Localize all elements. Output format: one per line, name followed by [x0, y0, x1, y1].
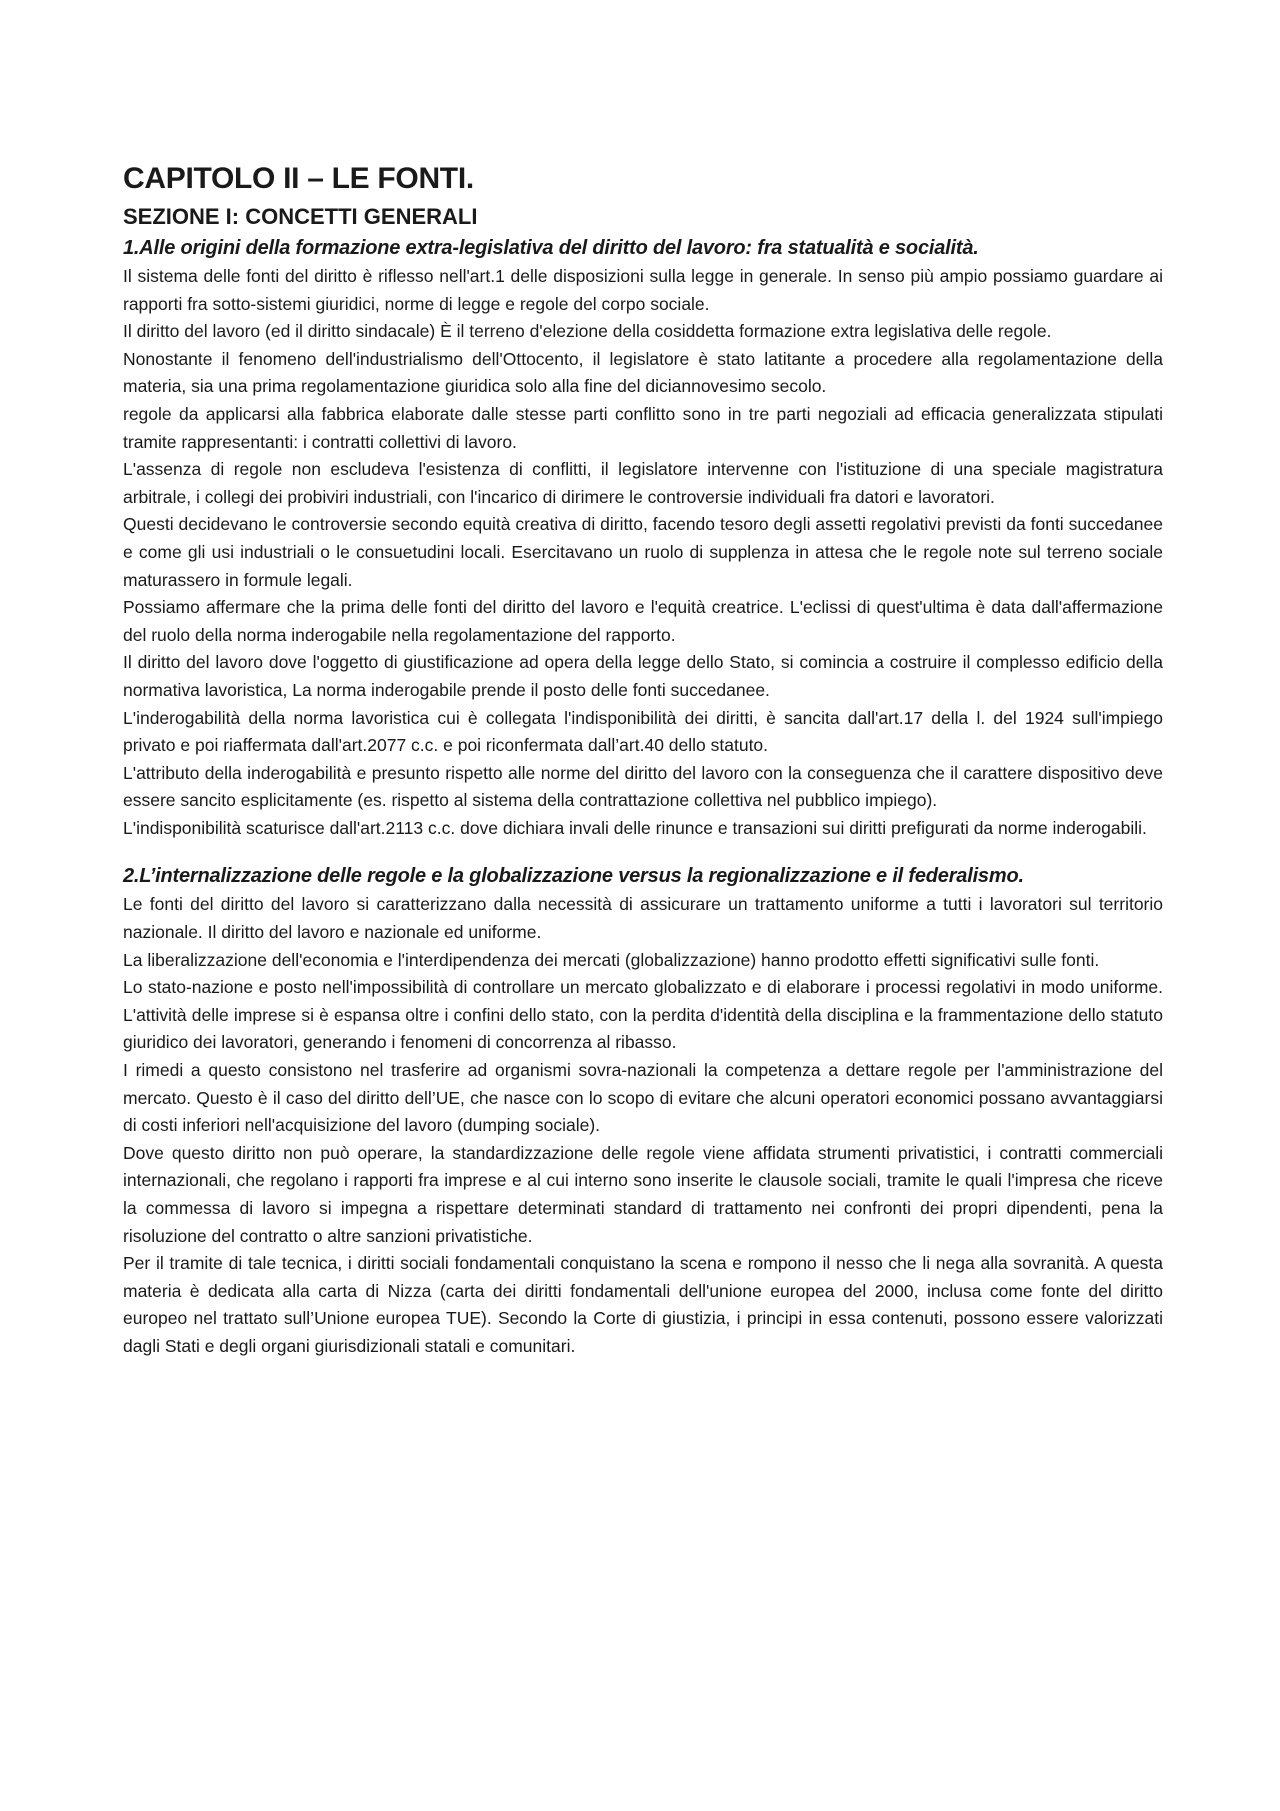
- paragraph: Lo stato-nazione e posto nell'impossibilità di controllare un mercato globalizzato e di elaborare i processi regolativi in modo uniforme. L'attività delle imprese si è espansa oltre i confini dello stato, con la perdita d'identità della disciplina e la frammentazione dello statuto giuridico dei lavoratori, generando i fenomeni di concorrenza al ribasso.: [123, 977, 1163, 1053]
- paragraph: regole da applicarsi alla fabbrica elaborate dalle stesse parti conflitto sono in tre parti negoziali ad efficacia generalizzata stipulati tramite rappresentanti: i contratti collettivi di lavoro.: [123, 403, 1163, 452]
- paragraph: La liberalizzazione dell'economia e l'interdipendenza dei mercati (globalizzazione) hanno prodotto effetti significativi sulle fonti.: [123, 949, 1100, 970]
- paragraph: I rimedi a questo consistono nel trasferire ad organismi sovra-nazionali la competenza a dettare regole per l'amministrazione del mercato. Questo è il caso del diritto dell’UE, che nasce con lo scopo di evitare che alcuni operatori economici possano avvantaggiarsi di costi inferiori nell'acquisizione del lavoro (dumping sociale).: [123, 1060, 1163, 1136]
- paragraph: L'inderogabilità della norma lavoristica cui è collegata l'indisponibilità dei diritti, è sancita dall'art.17 della l. del 1924 sull'impiego privato e poi riaffermata dall'art.2077 c.c. e poi riconfermata dall’art.40 dello statuto.: [123, 707, 1163, 756]
- paragraph: Le fonti del diritto del lavoro si caratterizzano dalla necessità di assicurare un trattamento uniforme a tutti i lavoratori sul territorio nazionale. Il diritto del lavoro e nazionale ed uniforme.: [123, 894, 1163, 943]
- subsection-1-heading: 1.Alle origini della formazione extra-legislativa del diritto del lavoro: fra statualità e socialità.: [123, 237, 979, 259]
- paragraph: Nonostante il fenomeno dell'industrialismo dell'Ottocento, il legislatore è stato latitante a procedere alla regolamentazione della materia, sia una prima regolamentazione giuridica solo alla fine del diciannovesimo secolo.: [123, 348, 1163, 397]
- document-page: [123, 160, 1163, 1361]
- subsection-2-heading: 2.L’internalizzazione delle regole e la globalizzazione versus la regionalizzazione e il federalismo.: [123, 865, 1024, 888]
- paragraph: Possiamo affermare che la prima delle fonti del diritto del lavoro e l'equità creatrice. L'eclissi di quest'ultima è data dall'affermazione del ruolo della norma inderogabile nella regolamentazione del rapporto.: [123, 597, 1163, 645]
- paragraph: L'attributo della inderogabilità e presunto rispetto alle norme del diritto del lavoro con la conseguenza che il carattere dispositivo deve essere sancito esplicitamente (es. rispetto al sistema della contrattazione collettiva nel pubblico impiego).: [123, 762, 1163, 811]
- section-title: SEZIONE I: CONCETTI GENERALI: [123, 204, 478, 229]
- paragraph: Per il tramite di tale tecnica, i diritti sociali fondamentali conquistano la scena e rompono il nesso che li nega alla sovranità. A questa materia è dedicata alla carta di Nizza (carta dei diritti fondamentali dell'unione europea del 2000, inclusa come fonte del diritto europeo nel trattato sull’Unione europea TUE). Secondo la Corte di giustizia, i principi in essa contenuti, possono essere valorizzati dagli Stati e degli organi giurisdizionali statali e comunitari.: [123, 1253, 1163, 1356]
- paragraph: Il sistema delle fonti del diritto è riflesso nell'art.1 delle disposizioni sulla legge in generale. In senso più ampio possiamo guardare ai rapporti fra sotto-sistemi giuridici, norme di legge e regole del corpo sociale.: [123, 266, 1163, 314]
- paragraph: Il diritto del lavoro dove l'oggetto di giustificazione ad opera della legge dello Stato, si comincia a costruire il complesso edificio della normativa lavoristica, La norma inderogabile prende il posto delle fonti succedanee.: [123, 652, 1163, 700]
- paragraph: Questi decidevano le controversie secondo equità creativa di diritto, facendo tesoro degli assetti regolativi previsti da fonti succedanee e come gli usi industriali o le consuetudini locali. Esercitavano un ruolo di supplenza in attesa che le regole note sul terreno sociale maturassero in formule legali.: [123, 514, 1163, 590]
- paragraph: Il diritto del lavoro (ed il diritto sindacale) È il terreno d'elezione della cosiddetta formazione extra legislativa delle regole.: [123, 321, 1052, 342]
- paragraph: L'indisponibilità scaturisce dall'art.2113 c.c. dove dichiara invali delle rinunce e transazioni sui diritti prefigurati da norme inderogabili.: [123, 817, 1147, 838]
- chapter-title: CAPITOLO II – LE FONTI.: [123, 162, 474, 195]
- paragraph: Dove questo diritto non può operare, la standardizzazione delle regole viene affidata strumenti privatistici, i contratti commerciali internazionali, che regolano i rapporti fra imprese e al cui interno sono inserite le clausole sociali, tramite le quali l'impresa che riceve la commessa di lavoro si impegna a rispettare determinati standard di trattamento nei confronti dei propri dipendenti, pena la risoluzione del contratto o altre sanzioni privatistiche.: [123, 1142, 1163, 1246]
- paragraph: L'assenza di regole non escludeva l'esistenza di conflitti, il legislatore intervenne con l'istituzione di una speciale magistratura arbitrale, i collegi dei probiviri industriali, con l'incarico di dirimere le controversie individuali fra datori e lavoratori.: [123, 459, 1163, 507]
